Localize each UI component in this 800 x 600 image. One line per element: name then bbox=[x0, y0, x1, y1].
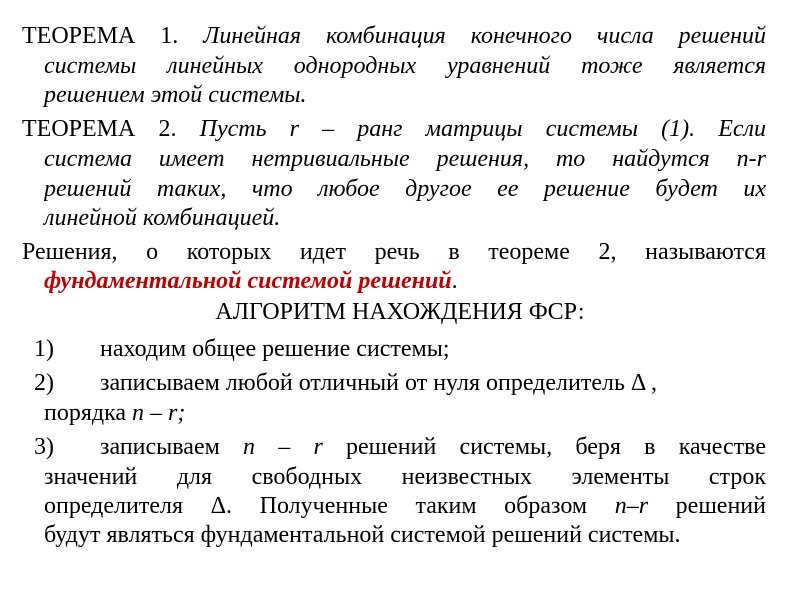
step3-text-line4: будут являться фундаментальной системой решений системы. bbox=[44, 522, 681, 548]
definition-text: Решения, о которых идет речь в теореме 2, называются bbox=[22, 239, 766, 265]
algorithm-title bbox=[0, 297, 800, 327]
step3-text-line1c: решений системы, беря в качестве bbox=[346, 434, 766, 460]
theorem2-line1 bbox=[22, 114, 766, 144]
theorem1-label: ТЕОРЕМА 1. bbox=[22, 23, 179, 49]
theorem2-line2 bbox=[44, 144, 766, 174]
step2-line1 bbox=[100, 368, 657, 398]
step2-text-line2b: n – r bbox=[132, 400, 178, 426]
step2-text-line1: записываем любой отличный от нуля определитель Δ , bbox=[100, 370, 658, 396]
theorem2-text-line2: система имеет нетривиальные решения, то найдутся n-r bbox=[44, 146, 766, 172]
theorem2-text-line1b: Если bbox=[718, 116, 766, 142]
step2-line2 bbox=[44, 398, 185, 428]
step3-text-line2: значений для свободных неизвестных элементы строк bbox=[44, 464, 766, 490]
step3-num: 3) bbox=[34, 434, 54, 460]
definition-line2 bbox=[44, 266, 458, 296]
step1-text: находим общее решение системы; bbox=[100, 336, 450, 362]
theorem2-line4 bbox=[44, 203, 280, 233]
step3-number bbox=[34, 432, 54, 462]
step2-text-line2a: порядка bbox=[44, 400, 133, 426]
step1-line1 bbox=[100, 334, 450, 364]
step3-line2 bbox=[44, 462, 766, 492]
theorem2-text-line1a: Пусть r – ранг матрицы системы (1). bbox=[199, 116, 696, 142]
step3-text-line1a: записываем bbox=[100, 434, 244, 460]
theorem1-text: Линейная комбинация конечного числа решений bbox=[203, 23, 766, 49]
theorem1-line1 bbox=[22, 21, 766, 51]
theorem1-text-line3: решением этой системы. bbox=[44, 82, 307, 108]
theorem2-text-line3: решений таких, что любое другое ее решение будет их bbox=[44, 176, 766, 202]
step1-number bbox=[34, 334, 54, 364]
theorem2-line3 bbox=[44, 174, 766, 204]
step2-number bbox=[34, 368, 54, 398]
definition-line1 bbox=[22, 237, 766, 267]
step3-text-line3b: n–r bbox=[614, 493, 649, 519]
step2-text-line2c: ; bbox=[177, 400, 186, 426]
fsr-term: фундаментальной системой решений bbox=[44, 268, 452, 294]
theorem2-text-line4: линейной комбинацией. bbox=[44, 205, 281, 231]
theorem2-label: ТЕОРЕМА 2. bbox=[22, 116, 177, 142]
theorem1-line3 bbox=[44, 80, 307, 110]
step1-num: 1) bbox=[34, 336, 54, 362]
step3-text-line1b: n – r bbox=[243, 434, 323, 460]
theorem1-line2 bbox=[44, 51, 766, 81]
step3-line1 bbox=[100, 432, 766, 462]
step3-text-line3a: определителя Δ. Полученные таким образом bbox=[44, 493, 615, 519]
step3-text-line3c: решений bbox=[675, 493, 766, 519]
definition-period: . bbox=[451, 268, 458, 294]
theorem1-text-line2: системы линейных однородных уравнений тоже является bbox=[44, 53, 766, 79]
step2-num: 2) bbox=[34, 370, 54, 396]
algorithm-title-text: АЛГОРИТМ НАХОЖДЕНИЯ ФСР: bbox=[215, 299, 585, 325]
step3-line3 bbox=[44, 491, 766, 521]
step3-line4 bbox=[44, 520, 681, 550]
